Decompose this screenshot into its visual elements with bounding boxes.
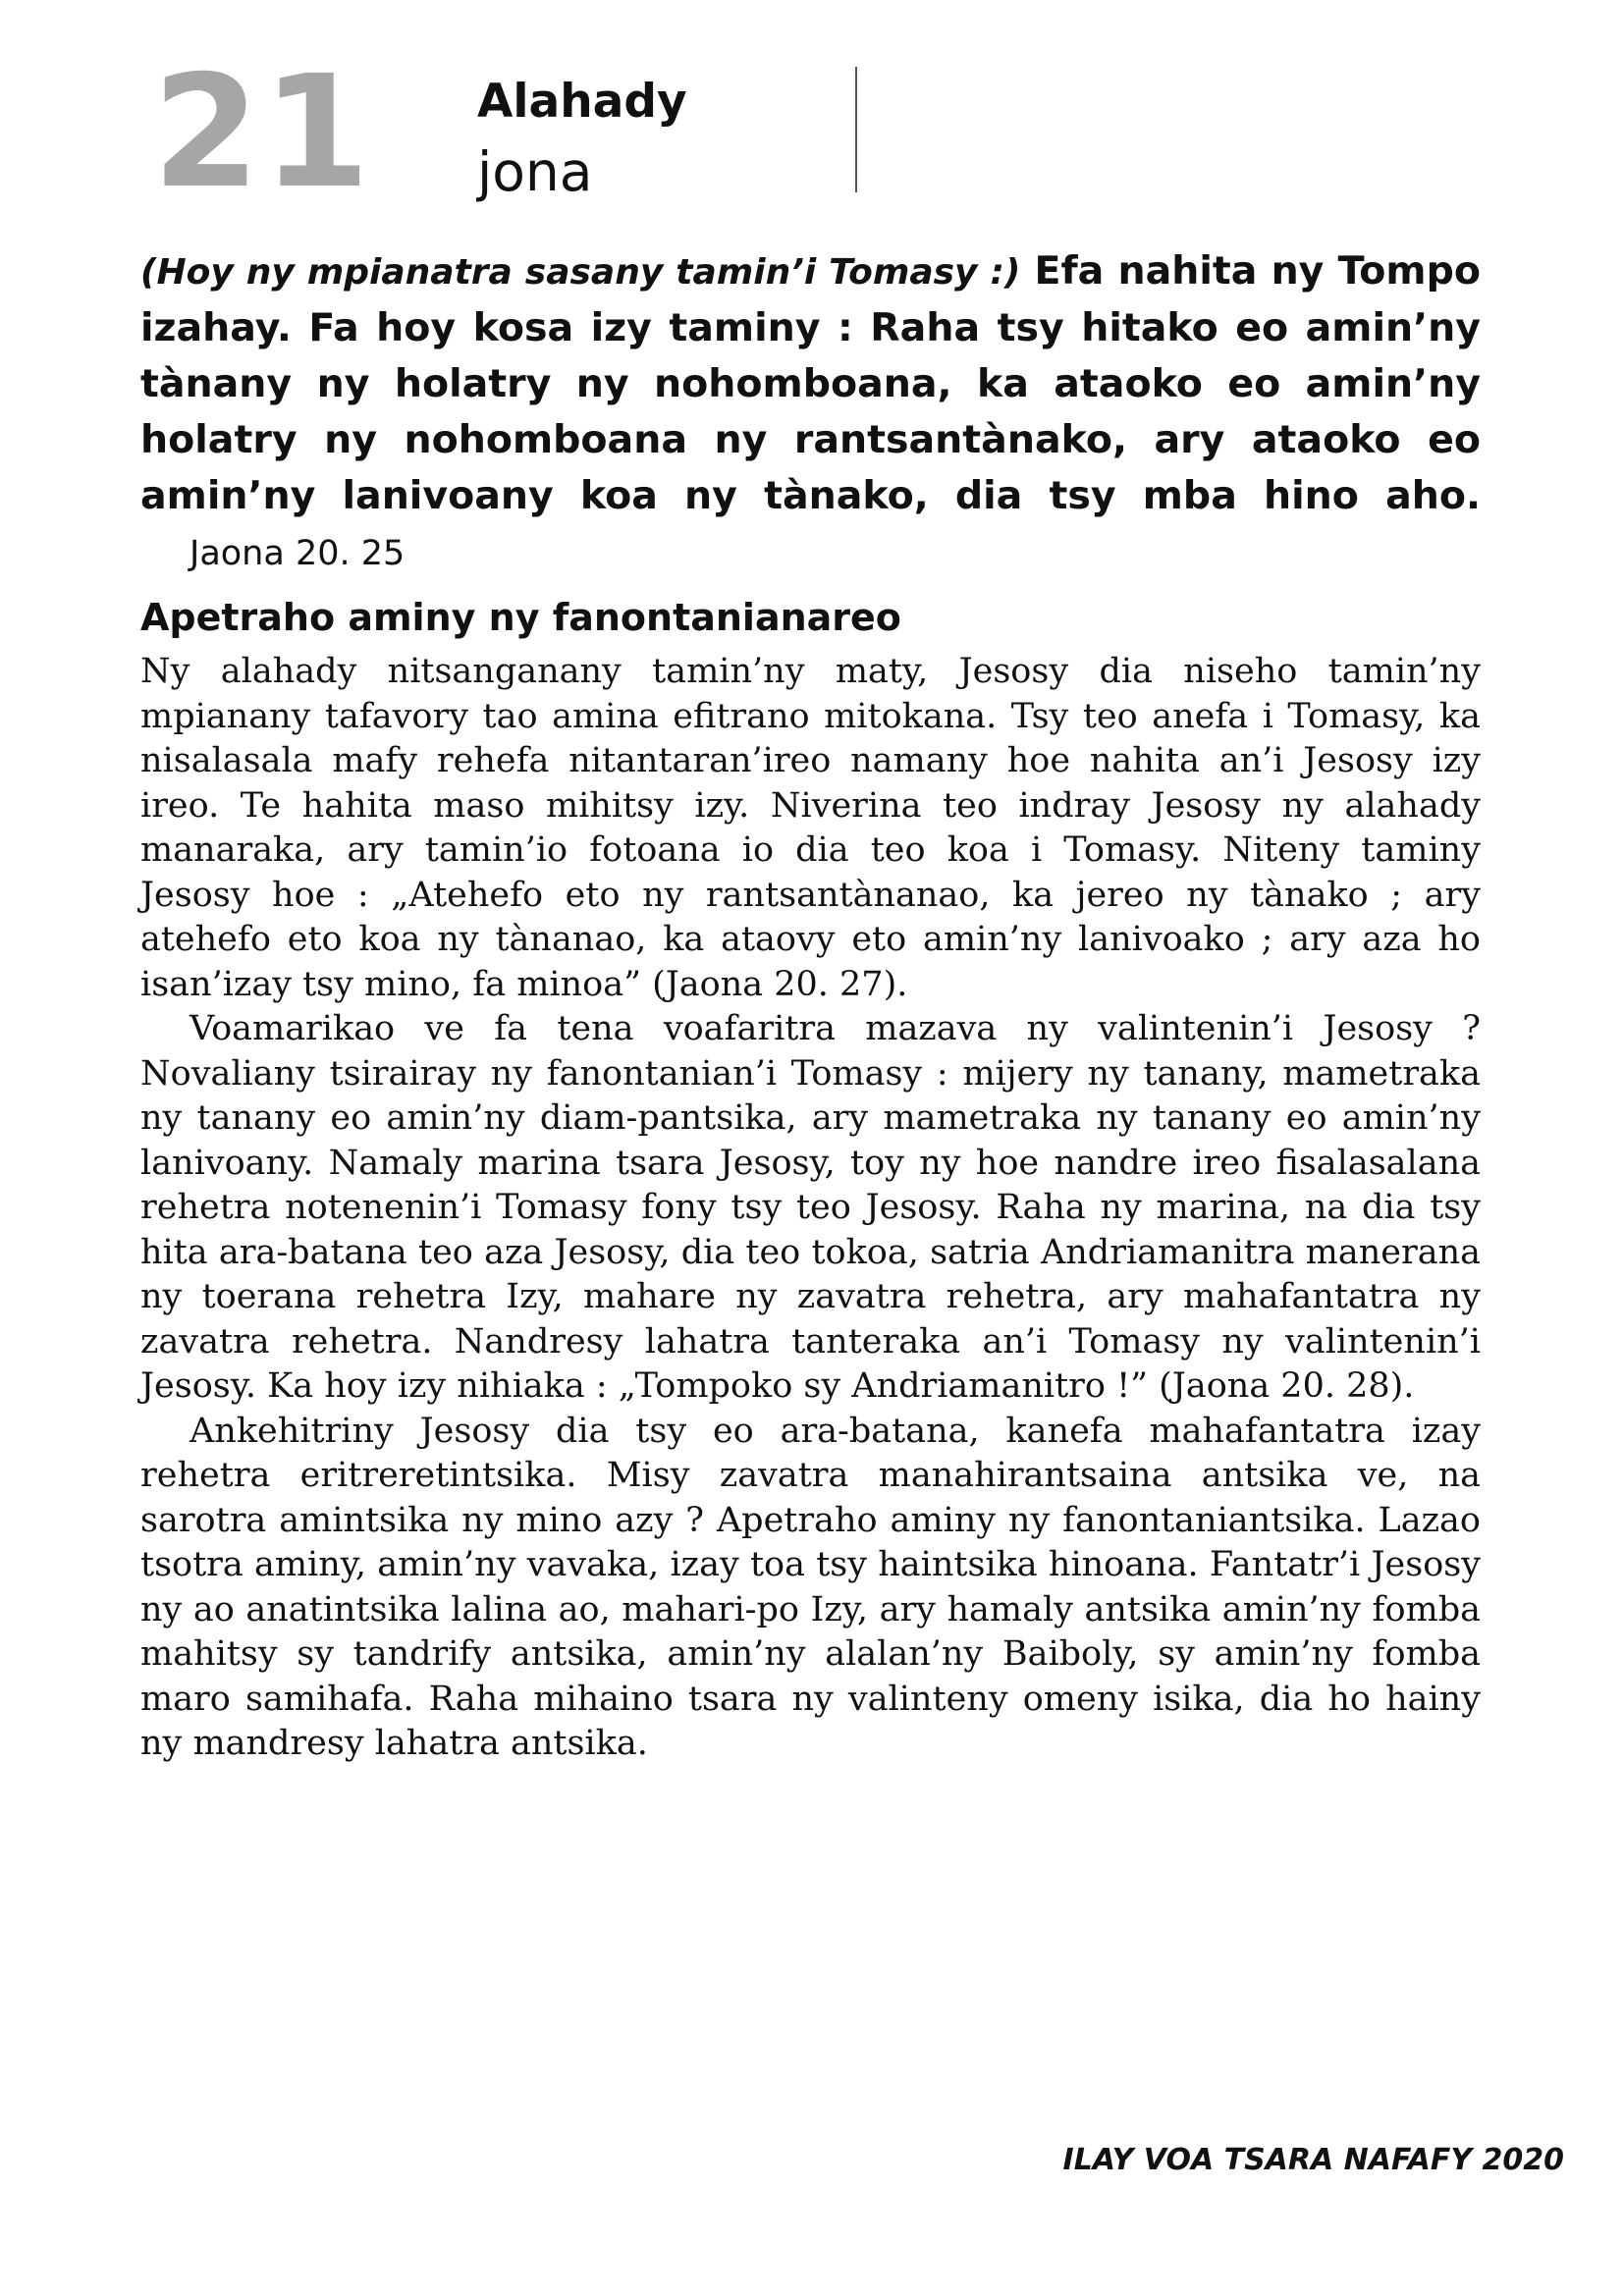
day-number: 21 bbox=[152, 42, 372, 223]
day-name: Alahady bbox=[477, 75, 687, 129]
header-divider bbox=[855, 67, 857, 192]
paragraph: Ny alahady nitsanganany tamin’ny maty, Jesosy dia niseho tamin’ny mpianany tafavory tao amina efitrano mitokana. Tsy teo anefa i Tomasy, ka nisalasala mafy rehefa nitantaran’ireo namany hoe nahita an’i Jesosy izy ireo. Te hahita maso mihitsy izy. Niverina teo indray Jesosy ny alahady manaraka, ary tamin’io fotoana io dia teo koa i Tomasy. Niteny taminy Jesosy hoe : „Atehefo eto ny rantsantànanao, ka jereo ny tànako ; ary atehefo eto koa ny tànanao, ka ataovy eto amin’ny lanivoako ; ary aza ho isan’izay tsy mino, fa minoa” (Jaona 20. 27). bbox=[140, 652, 1481, 1004]
body-text bbox=[140, 650, 1481, 1767]
paragraph: Ankehitriny Jesosy dia tsy eo ara-batana, kanefa mahafantatra izay rehetra eritreretintsika. Misy zavatra manahirantsaina antsika ve, na sarotra amintsika ny mino azy ? Apetraho aminy ny fanontaniantsika. Lazao tsotra aminy, amin’ny vavaka, izay toa tsy haintsika hinoana. Fantatr’i Jesosy ny ao anatintsika lalina ao, mahari-po Izy, ary hamaly antsika amin’ny fomba mahitsy sy tandrify antsika, amin’ny alalan’ny Baiboly, sy amin’ny fomba maro samihafa. Raha mihaino tsara ny valinteny omeny isika, dia ho hainy ny mandresy lahatra antsika. bbox=[140, 1411, 1481, 1763]
verse-reference: Jaona 20. 25 bbox=[189, 534, 406, 573]
month-name: jona bbox=[477, 140, 593, 203]
paragraph: Voamarikao ve fa tena voafaritra mazava ny valintenin’i Jesosy ? Novaliany tsirairay ny fanontanian’i Tomasy : mijery ny tanany, mametraka ny tanany eo amin’ny diam-pantsika, ary mametraka ny tanany eo amin’ny lanivoany. Namaly marina tsara Jesosy, toy ny hoe nandre ireo fisalasalana rehetra notenenin’i Tomasy fony tsy teo Jesosy. Raha ny marina, na dia tsy hita ara-batana teo aza Jesosy, dia teo tokoa, satria Andriamanitra manerana ny toerana rehetra Izy, mahare ny zavatra rehetra, ary mahafantatra ny zavatra rehetra. Nandresy lahatra tanteraka an’i Tomasy ny valintenin’i Jesosy. Ka hoy izy nihiaka : „Tompoko sy Andriamanitro !” (Jaona 20. 28). bbox=[140, 1009, 1481, 1406]
verse-intro: (Hoy ny mpianatra sasany tamin’i Tomasy :) bbox=[140, 252, 1021, 293]
verse-text: Efa nahita ny Tompo izahay. Fa hoy kosa izy taminy : Raha tsy hitako eo amin’ny tànany ny holatry ny nohomboana, ka ataoko eo amin’ny holatry ny nohomboana ny rantsantànako, ary ataoko eo amin’ny lanivoany koa ny tànako, dia tsy mba hino aho. bbox=[140, 248, 1481, 518]
verse-block bbox=[140, 243, 1481, 582]
footer-title: ILAY VOA TSARA NAFAFY 2020 bbox=[1062, 2143, 1564, 2177]
section-heading: Apetraho aminy ny fanontanianareo bbox=[140, 596, 901, 639]
